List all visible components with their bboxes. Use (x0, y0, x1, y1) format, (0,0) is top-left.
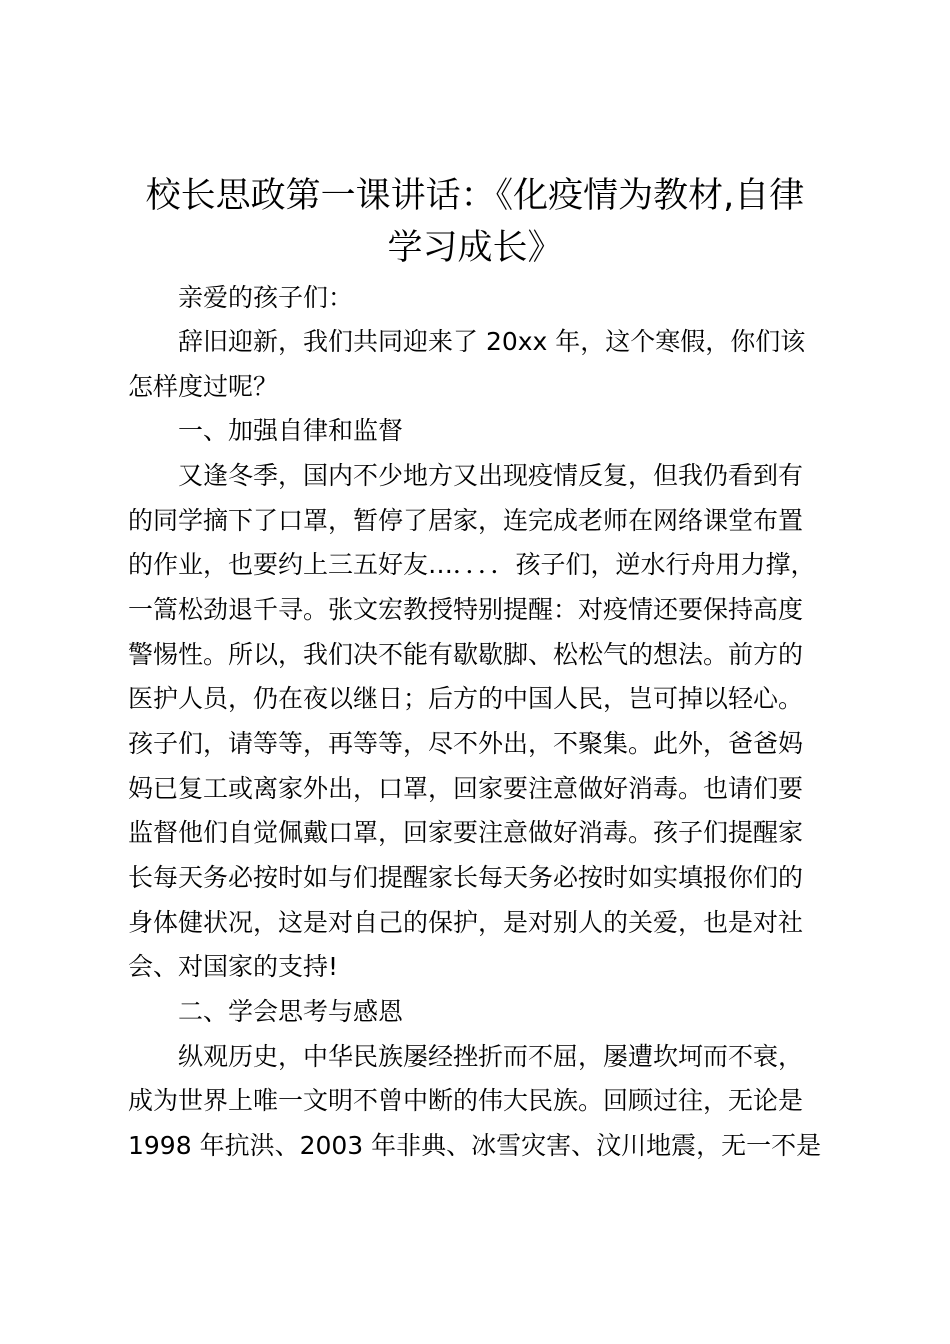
paragraph-line: 的同学摘下了口罩，暂停了居家，连完成老师在网络课堂布置 (128, 506, 804, 535)
paragraph-line: 孩子们，请等等，再等等，尽不外出，不聚集。此外，爸爸妈 (128, 729, 804, 758)
paragraph-line: 辞旧迎新，我们共同迎来了 20xx 年，这个寒假，你们该 (178, 327, 806, 356)
paragraph-line: 又逢冬季，国内不少地方又出现疫情反复，但我仍看到有 (178, 461, 804, 490)
paragraph-line: 纵观历史，中华民族屡经挫折而不屈，屡遭坎坷而不衰， (178, 1042, 804, 1071)
document-title-line-2: 学习成长》 (387, 228, 563, 268)
paragraph-line: 警惕性。所以，我们决不能有歇歇脚、松松气的想法。前方的 (128, 640, 804, 669)
paragraph-line: 的作业，也要约上三五好友…．．．．孩子们，逆水行舟用力撑， (128, 550, 816, 579)
paragraph-line: 一篙松劲退千寻。张文宏教授特别提醒：对疫情还要保持高度 (128, 595, 804, 624)
paragraph-line: 妈已复工或离家外出，口罩，回家要注意做好消毒。也请们要 (128, 774, 804, 803)
section-heading: 二、学会思考与感恩 (178, 997, 404, 1026)
document-title-line-1: 校长思政第一课讲话：《化疫情为教材,自律 (145, 176, 805, 216)
section-heading: 一、加强自律和监督 (178, 416, 404, 445)
paragraph-line: 医护人员，仍在夜以继日；后方的中国人民，岂可掉以轻心。 (128, 684, 804, 713)
paragraph-line: 怎样度过呢？ (128, 372, 279, 401)
paragraph-line: 长每天务必按时如与们提醒家长每天务必按时如实填报你们的 (128, 863, 804, 892)
paragraph-line: 成为世界上唯一文明不曾中断的伟大民族。回顾过往，无论是 (128, 1086, 804, 1115)
paragraph-line: 会、对国家的支持! (128, 952, 339, 981)
paragraph-line: 1998 年抗洪、2003 年非典、冰雪灾害、汶川地震，无一不是 (128, 1131, 822, 1160)
paragraph-line: 身体健状况，这是对自己的保护，是对别人的关爱，也是对社 (128, 908, 804, 937)
paragraph-line: 监督他们自觉佩戴口罩，回家要注意做好消毒。孩子们提醒家 (128, 818, 804, 847)
salutation: 亲爱的孩子们： (178, 283, 354, 312)
